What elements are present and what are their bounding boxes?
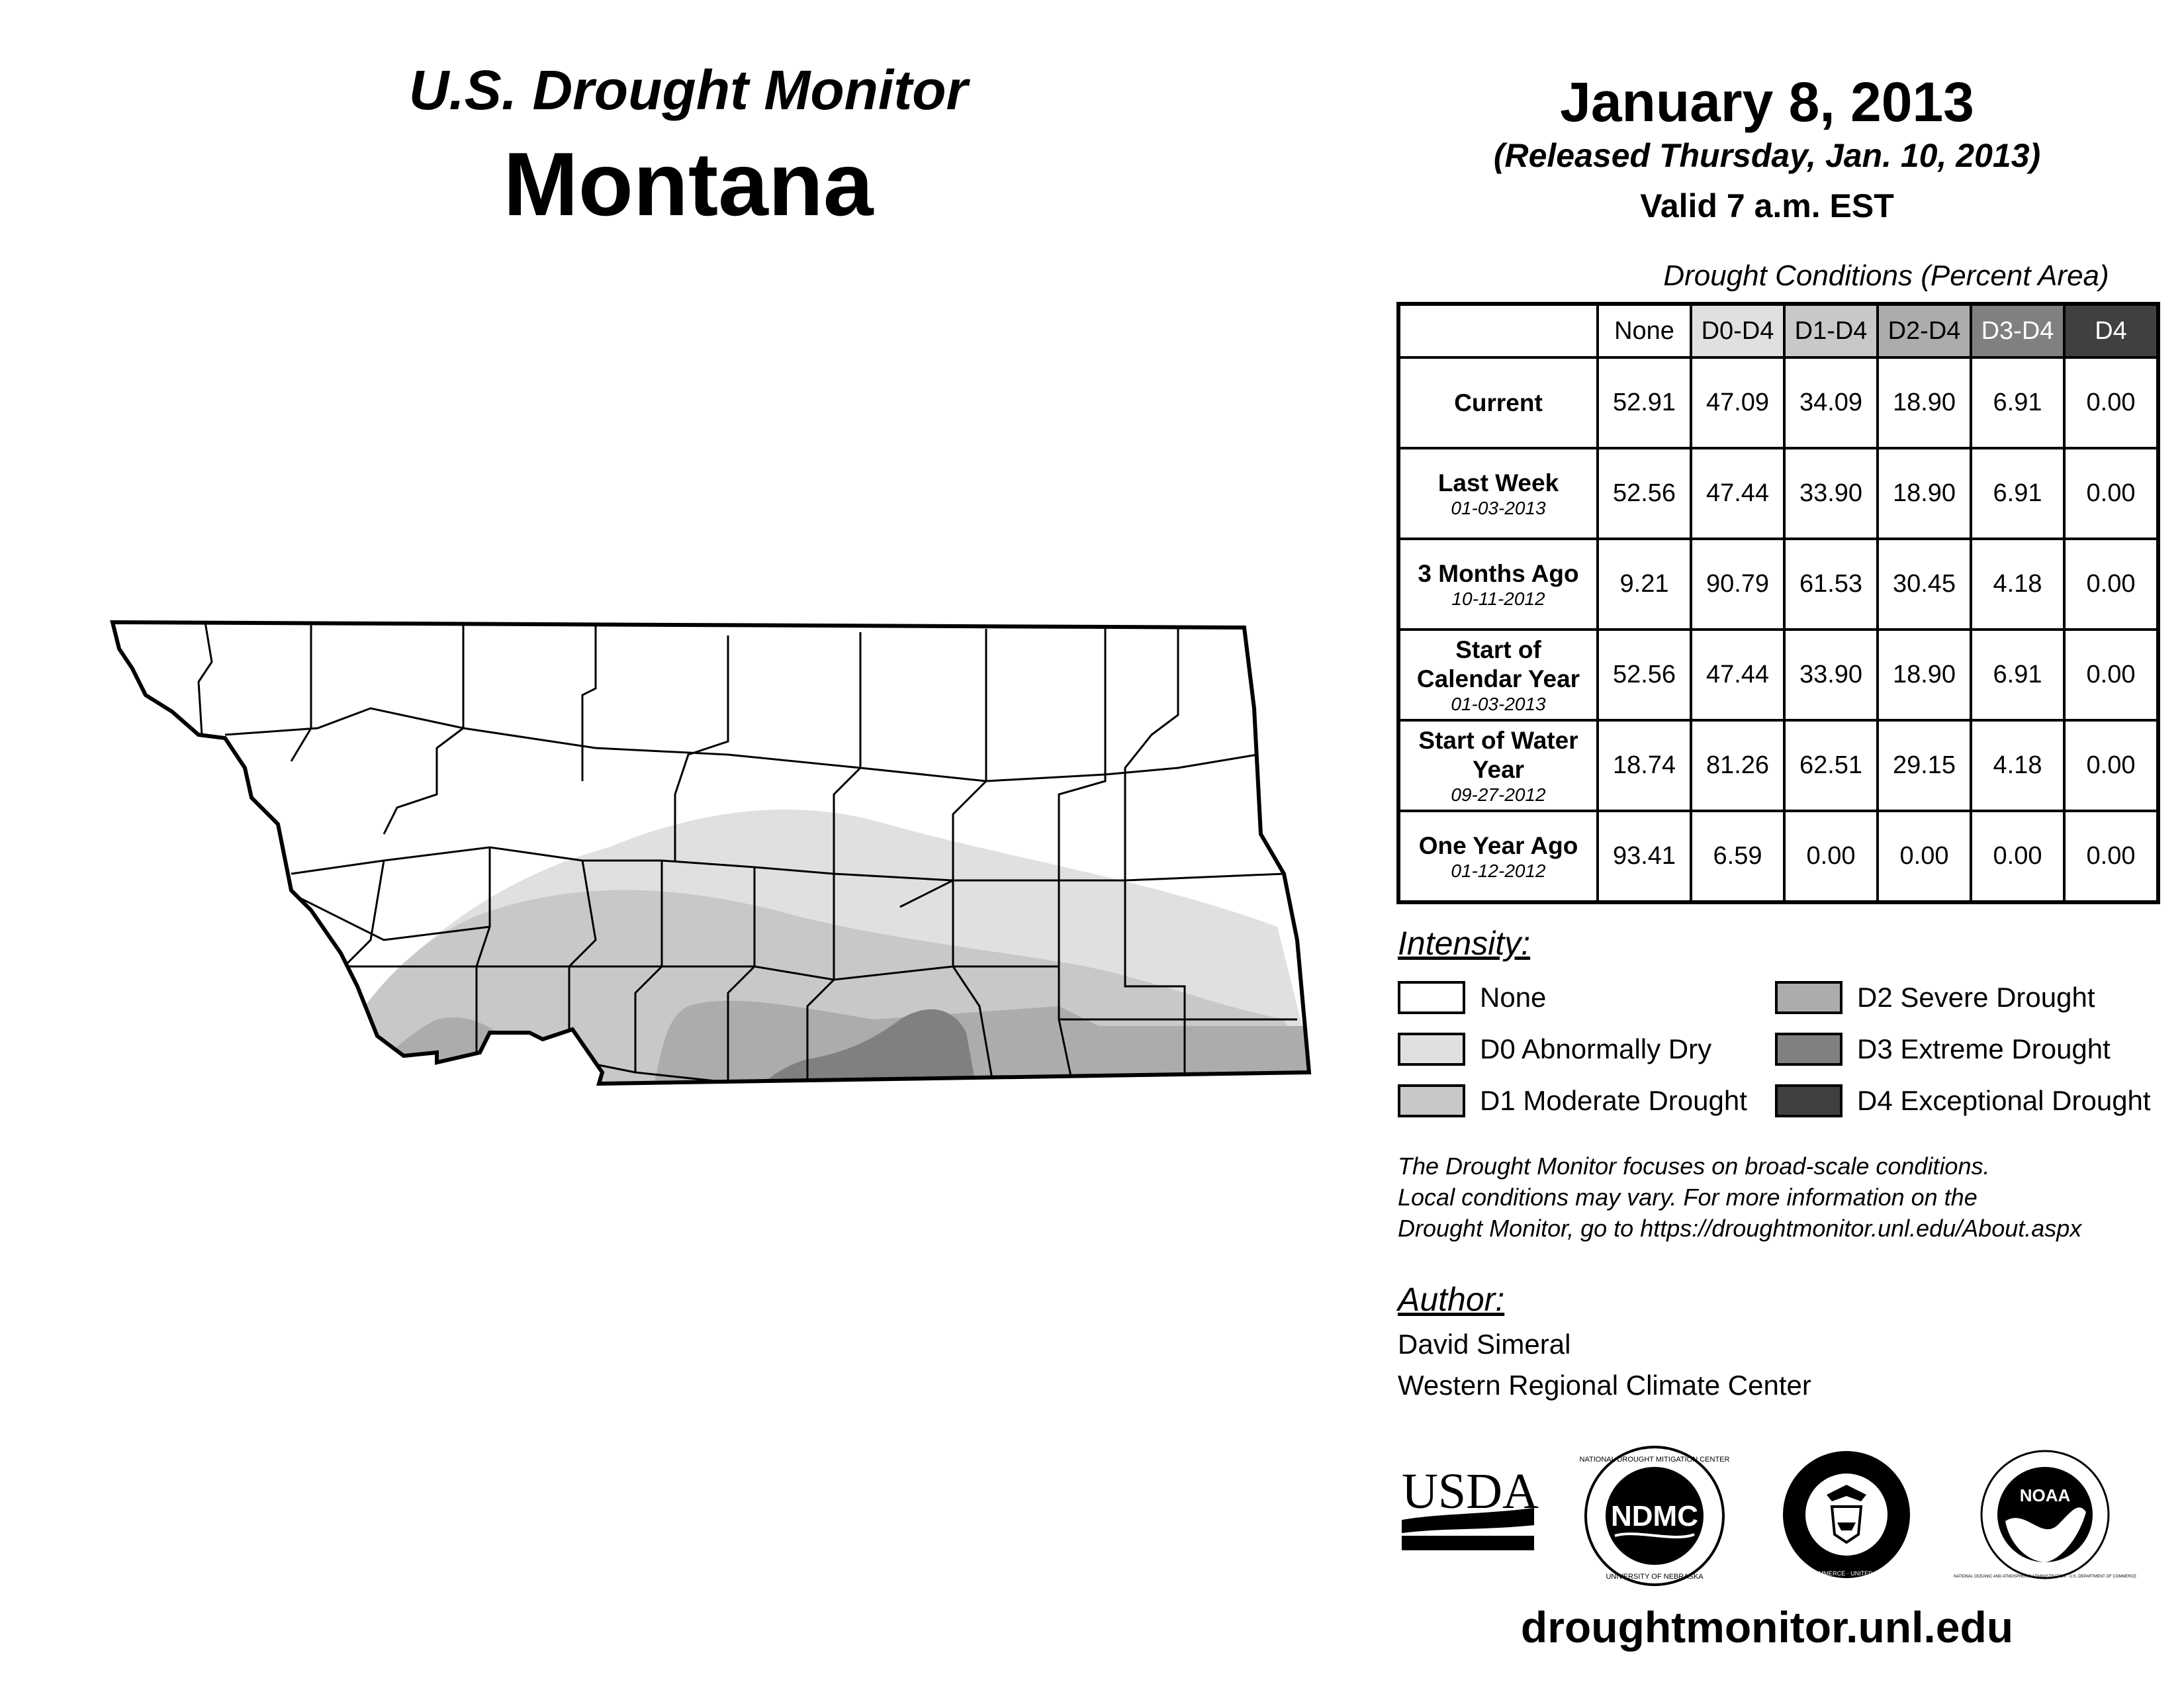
legend-item — [1398, 1033, 1711, 1066]
column-header-5: D4 — [2064, 304, 2158, 357]
row-label-date: 09-27-2012 — [1451, 784, 1546, 805]
legend-swatch — [1775, 1084, 1843, 1117]
row-label — [1398, 357, 1598, 448]
table-cell: 9.21 — [1598, 539, 1691, 630]
monitor-title: U.S. Drought Monitor — [408, 59, 968, 121]
author-block — [1398, 1324, 1811, 1406]
montana-drought-map — [93, 596, 1416, 1324]
row-label — [1398, 448, 1598, 539]
table-cell: 0.00 — [2064, 630, 2158, 720]
table-caption: Drought Conditions (Percent Area) — [1663, 259, 2109, 292]
note-line-2: Local conditions may vary. For more information on the — [1398, 1184, 1978, 1211]
noaa-ring-text: NATIONAL OCEANIC AND ATMOSPHERIC ADMINISTRATION · U.S. DEPARTMENT OF COMMERCE — [1953, 1575, 2137, 1579]
legend-label: D2 Severe Drought — [1857, 982, 2095, 1013]
row-label-text: Current — [1454, 389, 1543, 416]
table-cell: 6.91 — [1971, 448, 2064, 539]
legend-swatch — [1398, 1084, 1465, 1117]
ndmc-ring-bottom: UNIVERSITY OF NEBRASKA — [1606, 1573, 1704, 1581]
ndmc-ring-top: NATIONAL DROUGHT MITIGATION CENTER — [1579, 1456, 1730, 1464]
table-cell: 6.59 — [1691, 811, 1784, 902]
row-label-text: One Year Ago — [1418, 831, 1578, 859]
author-org: Western Regional Climate Center — [1398, 1370, 1811, 1401]
ndmc-logo-text: NDMC — [1611, 1500, 1698, 1532]
table-cell: 52.56 — [1598, 448, 1691, 539]
table-cell: 0.00 — [1971, 811, 2064, 902]
row-label-text: Start of Water Year — [1418, 726, 1578, 783]
row-label — [1398, 539, 1598, 630]
author-heading: Author: — [1398, 1281, 1505, 1318]
row-label-date: 10-11-2012 — [1451, 588, 1545, 609]
table-cell: 0.00 — [2064, 811, 2158, 902]
table-cell: 18.74 — [1598, 720, 1691, 811]
table-row — [1398, 811, 2158, 902]
table-cell: 0.00 — [2064, 448, 2158, 539]
table-cell: 6.91 — [1971, 630, 2064, 720]
legend-swatch — [1775, 1033, 1843, 1066]
column-header-4: D3-D4 — [1971, 304, 2064, 357]
d3-extreme-drought-area-sw — [402, 1062, 506, 1172]
column-header-3: D2-D4 — [1878, 304, 1971, 357]
table-cell: 33.90 — [1784, 448, 1878, 539]
legend-heading: Intensity: — [1398, 925, 1531, 962]
table-cell: 93.41 — [1598, 811, 1691, 902]
table-cell: 0.00 — [2064, 357, 2158, 448]
row-label — [1398, 630, 1598, 720]
table-cell: 47.44 — [1691, 630, 1784, 720]
table-cell: 4.18 — [1971, 539, 2064, 630]
ndmc-logo — [1579, 1443, 1730, 1589]
legend-item — [1775, 1084, 2151, 1117]
row-label-text: Last Week — [1437, 469, 1559, 496]
column-header-1: D0-D4 — [1691, 304, 1784, 357]
legend-label: D1 Moderate Drought — [1480, 1085, 1747, 1116]
row-label — [1398, 811, 1598, 902]
table-row — [1398, 539, 2158, 630]
table-cell: 6.91 — [1971, 357, 2064, 448]
legend-swatch — [1775, 981, 1843, 1014]
note-line-1: The Drought Monitor focuses on broad-scale conditions. — [1398, 1152, 1990, 1180]
column-header-2: D1-D4 — [1784, 304, 1878, 357]
table-cell: 52.91 — [1598, 357, 1691, 448]
table-cell: 47.09 — [1691, 357, 1784, 448]
table-cell: 34.09 — [1784, 357, 1878, 448]
table-cell: 33.90 — [1784, 630, 1878, 720]
legend-label: D0 Abnormally Dry — [1480, 1033, 1712, 1064]
note-line-3: Drought Monitor, go to https://droughtmonitor.unl.edu/About.aspx — [1398, 1215, 2082, 1242]
noaa-logo — [1953, 1448, 2137, 1581]
column-header-0: None — [1598, 304, 1691, 357]
table-row — [1398, 448, 2158, 539]
table-cell: 0.00 — [1878, 811, 1971, 902]
legend-item — [1398, 1084, 1747, 1117]
table-cell: 0.00 — [2064, 539, 2158, 630]
row-label-date: 01-03-2013 — [1451, 693, 1546, 714]
table-cell: 61.53 — [1784, 539, 1878, 630]
doc-seal-logo — [1758, 1448, 1935, 1581]
map-date: January 8, 2013 — [1560, 71, 1974, 133]
legend-item — [1398, 981, 1546, 1014]
table-cell: 62.51 — [1784, 720, 1878, 811]
table-cell: 0.00 — [1784, 811, 1878, 902]
drought-conditions-table — [1396, 302, 2160, 904]
row-label-date: 01-12-2012 — [1451, 860, 1546, 881]
table-row — [1398, 720, 2158, 811]
table-cell: 0.00 — [2064, 720, 2158, 811]
usda-logo — [1402, 1462, 1539, 1554]
table-cell: 47.44 — [1691, 448, 1784, 539]
table-cell: 52.56 — [1598, 630, 1691, 720]
row-label-date: 01-03-2013 — [1451, 497, 1546, 518]
usda-logo-text: USDA — [1402, 1464, 1539, 1519]
doc-ring-text: DEPARTMENT OF COMMERCE · UNITED STATES OF AMERICA — [1758, 1570, 1935, 1577]
table-cell: 18.90 — [1878, 630, 1971, 720]
release-date: (Released Thursday, Jan. 10, 2013) — [1493, 137, 2041, 174]
legend-item — [1775, 981, 2095, 1014]
disclaimer-note — [1398, 1150, 2081, 1244]
legend-label: None — [1480, 982, 1547, 1013]
table-cell: 18.90 — [1878, 448, 1971, 539]
table-row — [1398, 357, 2158, 448]
valid-time: Valid 7 a.m. EST — [1640, 187, 1894, 224]
row-label — [1398, 720, 1598, 811]
legend-label: D4 Exceptional Drought — [1857, 1085, 2151, 1116]
table-row — [1398, 630, 2158, 720]
legend-label: D3 Extreme Drought — [1857, 1033, 2111, 1064]
table-cell: 81.26 — [1691, 720, 1784, 811]
table-cell: 30.45 — [1878, 539, 1971, 630]
author-name: David Simeral — [1398, 1329, 1571, 1360]
legend-item — [1775, 1033, 2111, 1066]
table-cell: 18.90 — [1878, 357, 1971, 448]
table-cell: 29.15 — [1878, 720, 1971, 811]
row-label-text: 3 Months Ago — [1418, 559, 1579, 587]
legend-swatch — [1398, 981, 1465, 1014]
table-corner — [1398, 304, 1598, 357]
state-title: Montana — [503, 134, 874, 234]
table-cell: 90.79 — [1691, 539, 1784, 630]
legend-swatch — [1398, 1033, 1465, 1066]
noaa-logo-text: NOAA — [2019, 1485, 2071, 1505]
table-cell: 4.18 — [1971, 720, 2064, 811]
row-label-text: Start of Calendar Year — [1416, 635, 1580, 692]
d2-severe-drought-area — [318, 1001, 1324, 1192]
site-url[interactable]: droughtmonitor.unl.edu — [1520, 1603, 2014, 1652]
